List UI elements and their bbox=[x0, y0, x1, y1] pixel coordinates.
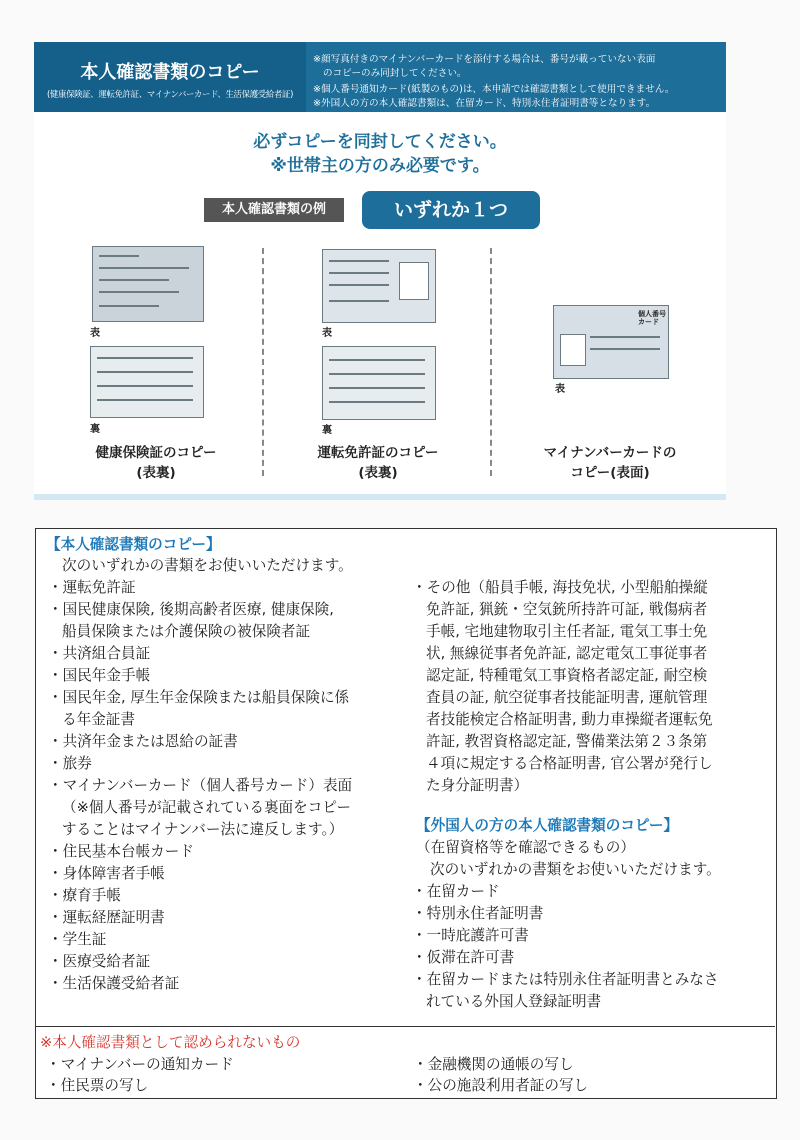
accepted-list-left bbox=[48, 577, 403, 995]
list-item: 次のいずれかの書類をお使いいただけます。 bbox=[430, 861, 721, 878]
list-item: 状, 無線従事者免許証, 認定電気工事従事者 bbox=[426, 645, 708, 662]
accepted-list-right bbox=[412, 577, 772, 797]
list-item: ・一時庇護許可書 bbox=[412, 927, 529, 944]
list-item: る年金証書 bbox=[62, 711, 135, 728]
back-label: 裏 bbox=[322, 425, 332, 436]
health-card-back-image bbox=[90, 346, 204, 418]
list-item: ・仮滞在許可書 bbox=[412, 949, 515, 966]
mynumber-caption-line: マイナンバーカードの bbox=[543, 445, 677, 461]
not-accepted-heading: ※本人確認書類として認められないもの bbox=[40, 1034, 301, 1051]
foreign-list bbox=[412, 837, 772, 1013]
list-item: ・生活保護受給者証 bbox=[48, 975, 180, 992]
list-item: ４項に規定する合格証明書, 官公署が発行し bbox=[426, 755, 713, 772]
box-divider bbox=[35, 1026, 775, 1027]
enclose-notice: 必ずコピーを同封してください。 bbox=[253, 132, 507, 152]
mynumber-card-image bbox=[553, 305, 669, 379]
panel-subtitle: (健康保険証、運転免許証、マイナンバーカード、生活保護受給者証) bbox=[46, 89, 294, 99]
mynumber-caption-line: コピー(表面) bbox=[570, 465, 650, 481]
column-divider bbox=[490, 248, 492, 476]
mynumber-card-label: 個人番号 カード bbox=[638, 310, 666, 326]
list-item: ・在留カード bbox=[412, 883, 500, 900]
list-item: ・在留カードまたは特別永住者証明書とみなさ bbox=[412, 971, 719, 988]
list-item: ・運転経歴証明書 bbox=[48, 909, 165, 926]
license-caption-line: 運転免許証のコピー bbox=[317, 445, 439, 461]
foreign-heading: 【外国人の方の本人確認書類のコピー】 bbox=[416, 817, 679, 834]
health-caption-line: 健康保険証のコピー bbox=[95, 445, 217, 461]
header-note: ※個人番号通知カード(紙製のもの)は、本申請では確認書類として使用できません。 bbox=[313, 84, 675, 95]
household-notice: ※世帯主の方のみ必要です。 bbox=[270, 156, 490, 176]
example-label: 本人確認書類の例 bbox=[204, 198, 344, 222]
list-item: ・国民年金, 厚生年金保険または船員保険に係 bbox=[48, 689, 350, 706]
not-accepted-item: ・マイナンバーの通知カード bbox=[46, 1056, 234, 1073]
back-label: 裏 bbox=[90, 424, 100, 435]
health-caption bbox=[68, 443, 244, 483]
list-item: 者技能検定合格証明書, 動力車操縦者運転免 bbox=[426, 711, 713, 728]
front-label: 表 bbox=[322, 328, 332, 339]
list-item: ・住民基本台帳カード bbox=[48, 843, 194, 860]
list-item: 免許証, 猟銃・空気銃所持許可証, 戦傷病者 bbox=[426, 601, 708, 618]
list-item: ・マイナンバーカード（個人番号カード）表面 bbox=[48, 777, 353, 794]
list-item: ・共済年金または恩給の証書 bbox=[48, 733, 238, 750]
list-item: ・療育手帳 bbox=[48, 887, 121, 904]
column-divider bbox=[262, 248, 264, 476]
license-caption bbox=[290, 443, 466, 483]
header-note: ※外国人の方の本人確認書類は、在留カード、特別永住者証明書等となります。 bbox=[313, 98, 656, 109]
list-item: ・共済組合員証 bbox=[48, 645, 151, 662]
list-item: れている外国人登録証明書 bbox=[426, 993, 602, 1010]
license-front-image bbox=[322, 249, 436, 323]
front-label: 表 bbox=[555, 384, 565, 395]
accepted-intro: 次のいずれかの書類をお使いいただけます。 bbox=[62, 557, 353, 574]
list-item: ・学生証 bbox=[48, 931, 107, 948]
accepted-heading: 【本人確認書類のコピー】 bbox=[46, 536, 221, 553]
list-item: 査員の証, 航空従事者技能証明書, 運航管理 bbox=[426, 689, 708, 706]
list-item: 許証, 教習資格認定証, 警備業法第２３条第 bbox=[426, 733, 708, 750]
license-back-image bbox=[322, 346, 436, 420]
health-caption-line: (表裏) bbox=[136, 465, 176, 481]
not-accepted-item: ・金融機関の通帳の写し bbox=[413, 1056, 574, 1073]
header-note: ※顔写真付きのマイナンバーカードを添付する場合は、番号が載っていない表面 bbox=[313, 54, 656, 65]
list-item: することはマイナンバー法に違反します。） bbox=[62, 821, 344, 838]
any-one-badge: いずれか１つ bbox=[362, 191, 540, 229]
list-item: ・運転免許証 bbox=[48, 579, 136, 596]
list-item: た身分証明書） bbox=[426, 777, 529, 794]
list-item: 認定証, 特種電気工事資格者認定証, 耐空検 bbox=[426, 667, 708, 684]
license-caption-line: (表裏) bbox=[358, 465, 398, 481]
list-item: ・国民年金手帳 bbox=[48, 667, 151, 684]
panel-title: 本人確認書類のコピー bbox=[80, 62, 260, 83]
list-item: ・その他（船員手帳, 海技免状, 小型船舶操縦 bbox=[412, 579, 708, 596]
mynumber-caption bbox=[520, 443, 700, 483]
list-item: 船員保険または介護保険の被保険者証 bbox=[62, 623, 311, 640]
front-label: 表 bbox=[90, 328, 100, 339]
list-item: 手帳, 宅地建物取引主任者証, 電気工事士免 bbox=[426, 623, 708, 640]
list-item: ・国民健康保険, 後期高齢者医療, 健康保険, bbox=[48, 601, 334, 618]
list-item: （在留資格等を確認できるもの） bbox=[416, 839, 635, 856]
list-item: （※個人番号が記載されている裏面をコピー bbox=[62, 799, 351, 816]
list-item: ・旅券 bbox=[48, 755, 92, 772]
list-item: ・特別永住者証明書 bbox=[412, 905, 544, 922]
list-item: ・医療受給者証 bbox=[48, 953, 151, 970]
health-card-front-image bbox=[92, 246, 204, 322]
not-accepted-item: ・住民票の写し bbox=[46, 1077, 149, 1094]
not-accepted-item: ・公の施設利用者証の写し bbox=[413, 1077, 589, 1094]
header-note: のコピーのみ同封してください。 bbox=[323, 68, 467, 79]
list-item: ・身体障害者手帳 bbox=[48, 865, 165, 882]
